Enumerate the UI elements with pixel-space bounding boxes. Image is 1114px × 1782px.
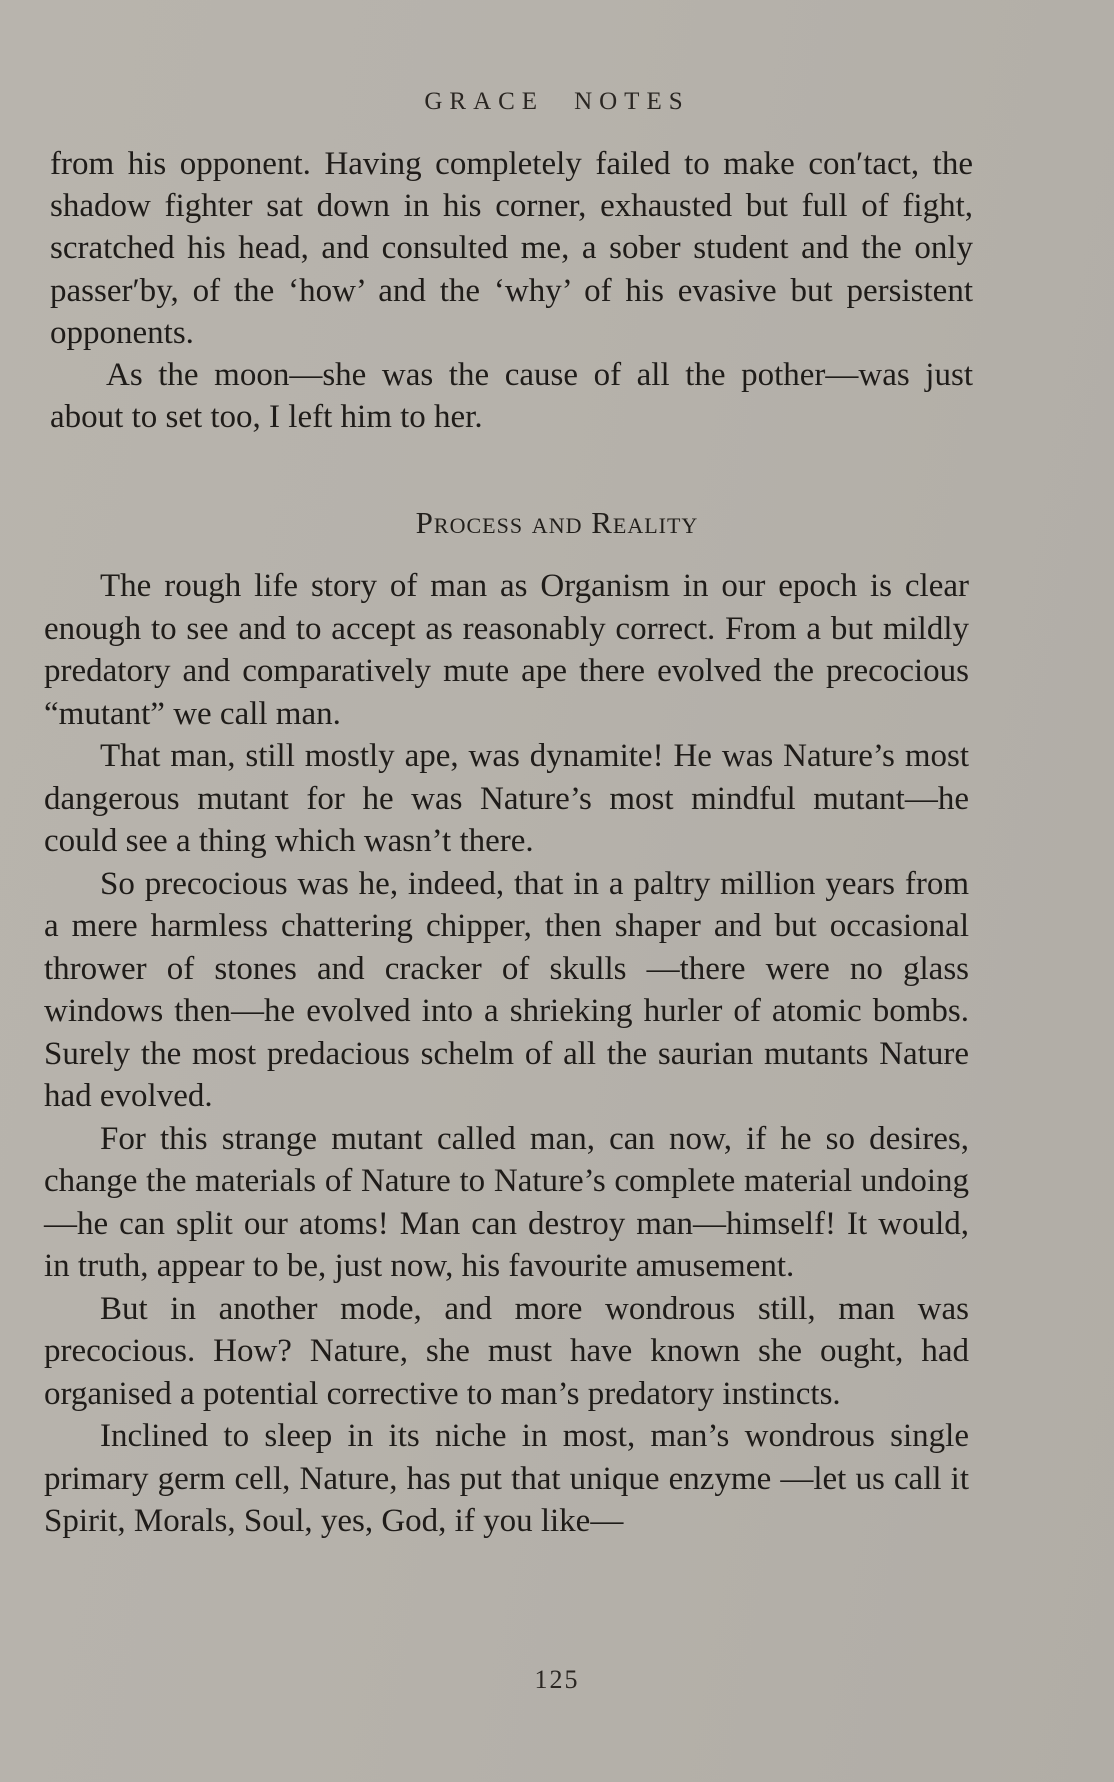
paragraph: Inclined to sleep in its niche in most, man’s wondrous single primary germ cell, Nature, has put that unique enzyme —let us call it Spirit, Morals, Soul, yes, God, if you like— <box>44 1418 969 1539</box>
paragraph: So precocious was he, indeed, that in a paltry million years from a mere harmless chattering chipper, then shaper and but occasional thrower of stones and cracker of skulls —there were no glass windows then—he evolved into a shrieking hurler of atomic bombs. Surely the most predacious schelm of all the saurian mutants Nature had evolved. <box>44 865 969 1114</box>
section-body <box>44 565 969 1543</box>
section-title: Process and Reality <box>415 505 699 540</box>
paragraph: As the moon—she was the cause of all the pother—was just about to set too, I left him to her. <box>50 357 973 436</box>
paragraph: from his opponent. Having completely failed to make con′tact, the shadow fighter sat down in his corner, exhausted but full of fight, scratched his head, and consulted me, a sober student and the only passer′by, of the ‘how’ and the ‘why’ of his evasive but persistent opponents. <box>50 146 973 351</box>
opening-text <box>50 143 973 438</box>
page-number: 125 <box>534 1665 580 1694</box>
running-head-left: GRACE <box>424 88 545 115</box>
running-head-right: NOTES <box>574 88 690 115</box>
running-head <box>0 88 1114 116</box>
paragraph: For this strange mutant called man, can now, if he so desires, change the materials of Nature to Nature’s complete material undoing—he can split our atoms! Man can destroy man—himself! It would, in truth, appear to be, just now, his favourite amusement. <box>44 1120 969 1284</box>
paragraph: That man, still mostly ape, was dynamite! He was Nature’s most dangerous mutant for he was Nature’s most mindful mutant—he could see a thing which wasn’t there. <box>44 738 969 859</box>
paragraph: The rough life story of man as Organism in our epoch is clear enough to see and to accept as reasonably correct. From a but mildly predatory and comparatively mute ape there evolved the precocious “mutant” we call man. <box>44 568 969 732</box>
paragraph: But in another mode, and more wondrous still, man was precocious. How? Nature, she must have known she ought, had organised a potential corrective to man’s predatory instincts. <box>44 1290 969 1412</box>
